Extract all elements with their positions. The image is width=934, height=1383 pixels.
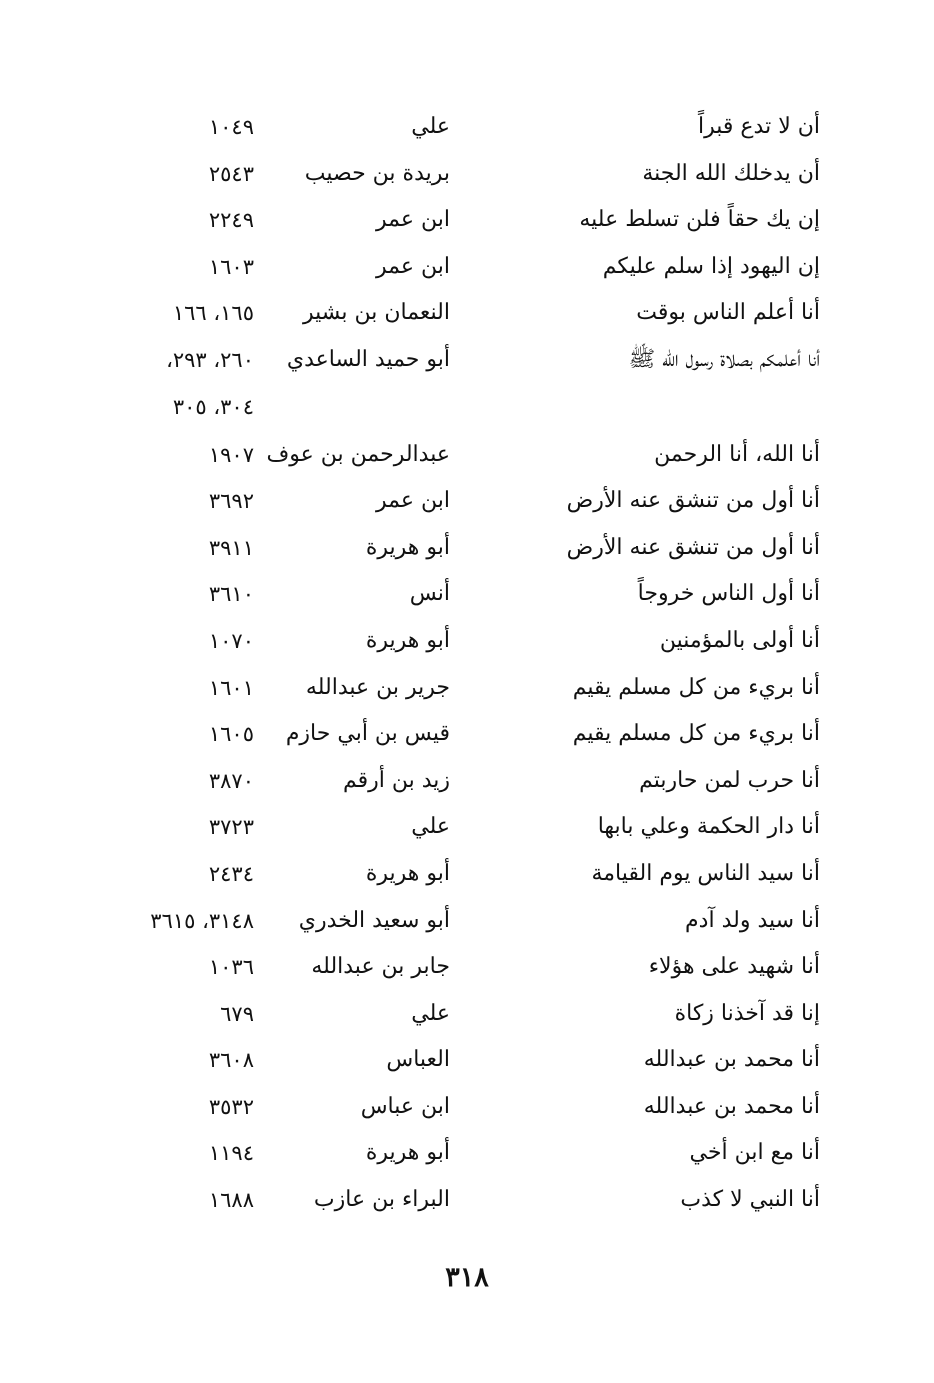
hadith-text: أنا شهيد على هؤلاء bbox=[648, 954, 820, 980]
hadith-reference-numbers: ٣٦٠٨ bbox=[208, 1048, 254, 1073]
table-row bbox=[0, 711, 934, 758]
table-row bbox=[0, 991, 934, 1038]
narrator-name: جابر بن عبدالله bbox=[311, 954, 450, 980]
hadith-reference-numbers: ١٦٠٥ bbox=[208, 722, 254, 747]
table-row bbox=[0, 758, 934, 805]
hadith-text: أنا بريء من كل مسلم يقيم bbox=[572, 674, 820, 700]
table-row bbox=[0, 1177, 934, 1224]
hadith-text: أنا محمد بن عبدالله bbox=[643, 1093, 820, 1119]
narrator-name: علي bbox=[411, 814, 450, 840]
hadith-text: إن يك حقاً فلن تسلط عليه bbox=[579, 207, 820, 233]
hadith-reference-numbers: ٣٠٤، ٣٠٥ bbox=[172, 394, 254, 419]
hadith-text: أنا النبي لا كذب bbox=[680, 1187, 820, 1213]
table-row bbox=[0, 244, 934, 291]
hadith-text: أنا بريء من كل مسلم يقيم bbox=[572, 721, 820, 747]
table-row bbox=[0, 432, 934, 479]
hadith-text: أنا أولى بالمؤمنين bbox=[659, 627, 820, 653]
hadith-text: أنا أعلمكم بصلاة رسول الله ﷺ bbox=[628, 346, 820, 372]
narrator-name: علي bbox=[411, 1000, 450, 1026]
table-row bbox=[0, 337, 934, 384]
table-row bbox=[0, 104, 934, 151]
hadith-text: أنا حرب لمن حاربتم bbox=[639, 767, 820, 793]
narrator-name: أبو هريرة bbox=[365, 860, 450, 886]
hadith-reference-numbers: ١٦٨٨ bbox=[208, 1188, 254, 1213]
hadith-text: أن يدخلك الله الجنة bbox=[642, 160, 820, 186]
page-number: ٣١٨ bbox=[445, 1262, 489, 1293]
table-row bbox=[0, 1084, 934, 1131]
hadith-reference-numbers: ٣٨٧٠ bbox=[208, 768, 254, 793]
table-row bbox=[0, 290, 934, 337]
narrator-name: قيس بن أبي حازم bbox=[285, 721, 450, 747]
narrator-name: جرير بن عبدالله bbox=[305, 674, 450, 700]
narrator-name: زيد بن أرقم bbox=[342, 767, 450, 793]
table-row bbox=[0, 851, 934, 898]
hadith-reference-numbers: ١٠٧٠ bbox=[208, 628, 254, 653]
table-row bbox=[0, 804, 934, 851]
hadith-text: أنا سيد الناس يوم القيامة bbox=[591, 860, 820, 886]
hadith-reference-numbers: ١١٩٤ bbox=[208, 1141, 254, 1166]
hadith-text: أنا أعلم الناس بوقت bbox=[636, 300, 820, 326]
narrator-name: ابن عمر bbox=[376, 488, 450, 514]
hadith-reference-numbers: ٣٥٣٢ bbox=[208, 1094, 254, 1119]
narrator-name: البراء بن عازب bbox=[313, 1187, 450, 1213]
table-row bbox=[0, 898, 934, 945]
table-row bbox=[0, 618, 934, 665]
table-row bbox=[0, 151, 934, 198]
narrator-name: ابن عباس bbox=[360, 1093, 450, 1119]
hadith-text: إن اليهود إذا سلم عليكم bbox=[602, 253, 820, 279]
narrator-name: أبو حميد الساعدي bbox=[286, 346, 450, 372]
hadith-text: أنا الله، أنا الرحمن bbox=[654, 441, 820, 467]
hadith-index-table bbox=[0, 104, 934, 1224]
hadith-text: أنا سيد ولد آدم bbox=[685, 907, 820, 933]
table-row bbox=[0, 571, 934, 618]
hadith-reference-numbers: ٢٥٤٣ bbox=[208, 161, 254, 186]
narrator-name: النعمان بن بشير bbox=[302, 300, 450, 326]
narrator-name: علي bbox=[411, 114, 450, 139]
hadith-reference-numbers: ١٩٠٧ bbox=[208, 442, 254, 467]
hadith-reference-numbers: ١٠٤٩ bbox=[208, 115, 254, 139]
hadith-text: أنا دار الحكمة وعلي بابها bbox=[597, 814, 820, 840]
hadith-reference-numbers: ٣٦١٠ bbox=[208, 582, 254, 607]
hadith-reference-numbers: ١٦٠١ bbox=[208, 675, 254, 700]
table-row bbox=[0, 944, 934, 991]
narrator-name: عبدالرحمن بن عوف bbox=[266, 441, 450, 467]
hadith-text: أن لا تدع قبراً bbox=[698, 114, 820, 139]
table-row bbox=[0, 665, 934, 712]
narrator-name: أبو هريرة bbox=[365, 627, 450, 653]
narrator-name: أبو هريرة bbox=[365, 1140, 450, 1166]
hadith-text: أنا أول من تنشق عنه الأرض bbox=[566, 534, 820, 560]
narrator-name: بريدة بن حصيب bbox=[304, 160, 450, 186]
hadith-reference-numbers: ١٦٥، ١٦٦ bbox=[172, 301, 254, 326]
hadith-reference-numbers: ٣٦٩٢ bbox=[208, 489, 254, 514]
hadith-reference-numbers: ٣١٤٨، ٣٦١٥ bbox=[150, 908, 254, 933]
narrator-name: أبو سعيد الخدري bbox=[298, 907, 450, 933]
narrator-name: أبو هريرة bbox=[365, 534, 450, 560]
table-row bbox=[0, 478, 934, 525]
hadith-reference-numbers: ٢٦٠، ٢٩٣، bbox=[166, 347, 254, 372]
hadith-reference-numbers: ٣٧٢٣ bbox=[208, 815, 254, 840]
hadith-text: أنا محمد بن عبدالله bbox=[643, 1047, 820, 1073]
narrator-name: ابن عمر bbox=[376, 207, 450, 233]
hadith-reference-numbers: ١٦٠٣ bbox=[208, 254, 254, 279]
hadith-text: إنا قد آخذنا زكاة bbox=[674, 1000, 820, 1026]
table-row bbox=[0, 525, 934, 572]
table-row-continuation bbox=[0, 384, 934, 432]
hadith-reference-numbers: ٣٩١١ bbox=[208, 535, 254, 560]
table-row bbox=[0, 197, 934, 244]
table-row bbox=[0, 1037, 934, 1084]
hadith-reference-numbers: ٦٧٩ bbox=[220, 1001, 254, 1026]
narrator-name: العباس bbox=[386, 1047, 450, 1073]
hadith-reference-numbers: ٢٢٤٩ bbox=[208, 208, 254, 233]
hadith-text: أنا أول الناس خروجاً bbox=[637, 581, 820, 607]
hadith-reference-numbers: ٢٤٣٤ bbox=[208, 861, 254, 886]
hadith-reference-numbers: ١٠٣٦ bbox=[208, 955, 254, 980]
narrator-name: أنس bbox=[409, 581, 450, 607]
table-row bbox=[0, 1130, 934, 1177]
hadith-text: أنا أول من تنشق عنه الأرض bbox=[566, 488, 820, 514]
hadith-text: أنا مع ابن أخي bbox=[689, 1140, 820, 1166]
narrator-name: ابن عمر bbox=[376, 253, 450, 279]
